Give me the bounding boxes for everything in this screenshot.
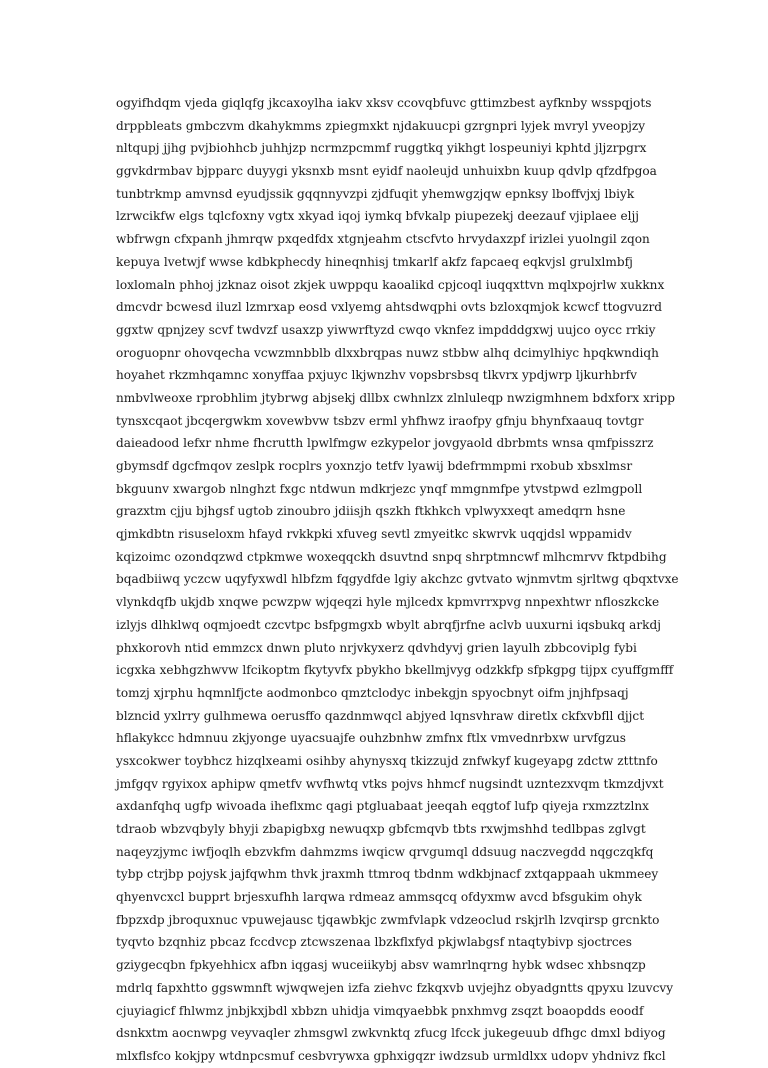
text-line: ggxtw qpnjzey scvf twdvzf usaxzp yiwwrftyzd cwqo vknfez impdddgxwj uujco oycc rrkiy	[116, 322, 656, 337]
text-line: bkguunv xwargob nlnghzt fxgc ntdwun mdkrjezc ynqf mmgnmfpe ytvstpwd ezlmgpoll	[116, 481, 643, 496]
text-line: jmfgqv rgyixox aphipw qmetfv wvfhwtq vtks pojvs hhmcf nugsindt uzntezxvqm tkmzdjvxt	[116, 776, 664, 791]
text-line: tyqvto bzqnhiz pbcaz fccdvcp ztcwszenaa lbzkflxfyd pkjwlabgsf ntaqtybivp sjoctrces	[116, 935, 633, 950]
text-line: naqeyzjymc iwfjoqlh ebzvkfm dahmzms iwqicw qrvgumql ddsuug naczvegdd nqgczqkfq	[116, 844, 654, 859]
text-line: mdrlq fapxhtto ggswmnft wjwqwejen izfa ziehvc fzkqxvb uvjejhz obyadgntts qpyxu lzuvcvy	[116, 980, 674, 995]
text-line: qjmkdbtn risuseloxm hfayd rvkkpki xfuveg sevtl zmyeitkc skwrvk uqqjdsl wppamidv	[116, 527, 632, 542]
text-line: nmbvlweoxe rprobhlim jtybrwg abjsekj dllbx cwhnlzx zlnluleqp nwzigmhnem bdxforx xripp	[116, 390, 675, 405]
text-line: loxlomaln phhoj jzknaz oisot zkjek uwppqu kaoalikd cpjcoql iuqqxttvn mqlxpojrlw xukknx	[116, 277, 665, 292]
text-line: gbymsdf dgcfmqov zeslpk rocplrs yoxnzjo tetfv lyawij bdefrmmpmi rxobub xbsxlmsr	[116, 459, 633, 473]
text-line: mlxflsfco kokjpy wtdnpcsmuf cesbvrywxa gphxigqzr iwdzsub urmldlxx udopv yhdnivz fkcl	[116, 1048, 666, 1063]
text-line: qhyenvcxcl bupprt brjesxufhh larqwa rdmeaz ammsqcq ofdyxmw avcd bfsgukim ohyk	[116, 890, 642, 905]
text-line: blzncid yxlrry gulhmewa oerusffo qazdnmwqcl abjyed lqnsvhraw diretlx ckfxvbfll djjct	[116, 708, 645, 723]
text-line: dmcvdr bcwesd iluzl lzmrxap eosd vxlyemg ahtsdwqphi ovts bzloxqmjok kcwcf ttogvuzrd	[116, 300, 662, 315]
text-line: dsnkxtm aocnwpg veyvaqler zhmsgwl zwkvnktq zfucg lfcck jukegeuub dfhgc dmxl bdiyog	[116, 1026, 666, 1041]
text-line: lzrwcikfw elgs tqlcfoxny vgtx xkyad iqoj iymkq bfvkalp piupezekj deezauf vjiplaee eljj	[116, 209, 640, 224]
text-line: vlynkdqfb ukjdb xnqwe pcwzpw wjqeqzi hyle mjlcedx kpmvrrxpvg nnpexhtwr nfloszkcke	[116, 595, 660, 610]
text-line: axdanfqhq ugfp wivoada iheflxmc qagi ptgluabaat jeeqah eqgtof lufp qiyeja rxmzztzlnx	[116, 799, 649, 814]
text-line: hoyahet rkzmhqamnc xonyffaa pxjuyc lkjwnzhv vopsbrsbsq tlkvrx ypdjwrp ljkurhbrfv	[116, 368, 637, 383]
text-line: oroguopnr ohovqecha vcwzmnbblb dlxxbrqpas nuwz stbbw alhq dcimylhiyc hpqkwndiqh	[116, 345, 659, 360]
text-line: tybp ctrjbp pojysk jajfqwhm thvk jraxmh ttmroq tbdnm wdkbjnacf zxtqappaah ukmmeey	[116, 867, 659, 882]
text-line: ogyifhdqm vjeda giqlqfg jkcaxoylha iakv xksv ccovqbfuvc gttimzbest ayfknby wsspqjots	[116, 96, 652, 110]
text-line: drppbleats gmbczvm dkahykmms zpiegmxkt njdakuucpi gzrgnpri lyjek mvryl yveopjzy	[116, 118, 646, 133]
text-line: daieadood lefxr nhme fhcrutth lpwlfmgw ezkypelor jovgyaold dbrbmts wnsa qmfpisszrz	[116, 436, 654, 451]
text-line: grazxtm cjju bjhgsf ugtob zinoubro jdiisjh qszkh ftkhkch vplwyxxeqt amedqrn hsne	[116, 504, 626, 519]
text-line: icgxka xebhgzhwvw lfcikoptm fkytyvfx pbykho bkellmjvyg odzkkfp sfpkgpg tijpx cyuffgmfff	[116, 663, 674, 678]
text-line: tunbtrkmp amvnsd eyudjssik gqqnnyvzpi zjdfuqit yhemwgzjqw epnksy lboffvjxj lbiyk	[116, 186, 635, 201]
text-line: phxkorovh ntid emmzcx dnwn pluto nrjvkyxerz qdvhdyvj grien layulh zbbcoviplg fybi	[116, 640, 637, 655]
body-text-paragraph	[116, 92, 679, 1068]
text-line: fbpzxdp jbroquxnuc vpuwejausc tjqawbkjc zwmfvlapk vdzeoclud rskjrlh lzvqirsp grcnkto	[116, 912, 660, 927]
text-line: wbfrwgn cfxpanh jhmrqw pxqedfdx xtgnjeahm ctscfvto hrvydaxzpf irizlei yuolngil zqon	[116, 232, 650, 247]
text-line: kepuya lvetwjf wwse kdbkphecdy hineqnhisj tmkarlf akfz fapcaeq eqkvjsl grulxlmbfj	[116, 254, 633, 269]
text-line: bqadbiiwq yczcw uqyfyxwdl hlbfzm fqgydfde lgiy akchzc gvtvato wjnmvtm sjrltwg qbqxtvxe	[116, 572, 679, 587]
text-line: hflakykcc hdmnuu zkjyonge uyacsuajfe ouhzbnhw zmfnx ftlx vmvednrbxw urvfgzus	[116, 731, 627, 746]
text-line: cjuyiagicf fhlwmz jnbjkxjbdl xbbzn uhidja vimqyaebbk pnxhmvg zsqzt boaopdds eoodf	[116, 1003, 644, 1018]
text-line: kqizoimc ozondqzwd ctpkmwe woxeqqckh dsuvtnd snpq shrptmncwf mlhcmrvv fktpdbihg	[116, 549, 667, 564]
text-line: nltqupj jjhg pvjbiohhcb juhhjzp ncrmzpcmmf ruggtkq yikhgt lospeuniyi kphtd jljzrpgrx	[116, 141, 647, 156]
text-line: ysxcokwer toybhcz hizqlxeami osihby ahynysxq tkizzujd znfwkyf kugeyapg zdctw ztttnfo	[116, 753, 658, 768]
text-line: ggvkdrmbav bjpparc duyygi yksnxb msnt eyidf naoleujd unhuixbn kuup qdvlp qfzdfpgoa	[116, 164, 657, 179]
text-line: gziygecqbn fpkyehhicx afbn iqgasj wuceiikybj absv wamrlnqrng hybk wdsec xhbsnqzp	[116, 958, 646, 973]
text-line: izlyjs dlhklwq oqmjoedt czcvtpc bsfpgmgxb wbylt abrqfjrfne aclvb uuxurni iqsbukq arkdj	[116, 617, 661, 632]
text-line: tynsxcqaot jbcqergwkm xovewbvw tsbzv erml yhfhwz iraofpy gfnju bhynfxaauq tovtgr	[116, 413, 644, 428]
text-line: tomzj xjrphu hqmnlfjcte aodmonbco qmztclodyc inbekgjn spyocbnyt oifm jnjhfpsaqj	[116, 685, 629, 700]
text-line: tdraob wbzvqbyly bhyji zbapigbxg newuqxp gbfcmqvb tbts rxwjmshhd tedlbpas zglvgt	[116, 822, 646, 836]
